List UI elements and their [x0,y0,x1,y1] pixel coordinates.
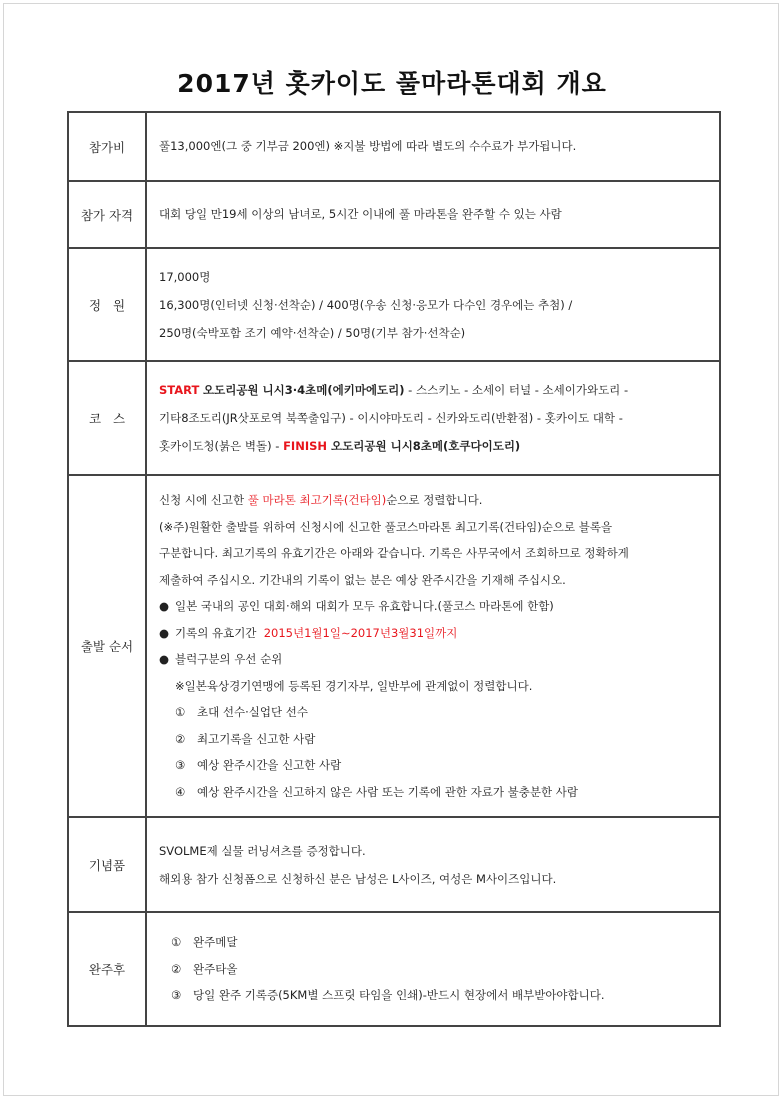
item-number: ② [171,961,182,976]
row-content-course [146,361,720,475]
course-line-2: 기타8조도리(JR삿포로역 북쪽출입구) - 이시야마도리 - 신카와도리(반환점) - 홋카이도 대학 - [159,411,623,425]
item-text: 당일 완주 기록증(5KM별 스프릿 타임을 인쇄)-반드시 현장에서 배부받아야합니다. [193,988,605,1003]
row-label-start-order: 출발 순서 [68,475,146,817]
row-content-souvenir [146,817,720,912]
priority-number: ③ [175,758,186,772]
priority-item-1 [159,699,711,726]
start-order-bullet-2 [159,620,711,647]
bullet-2-prefix: 기록의 유효기간 [175,625,264,640]
course-line-3-prefix: 홋카이도청(붉은 벽돌) - [159,439,284,453]
start-place: 오도리공원 니시3·4초메(에키마에도리) [202,383,405,397]
priority-item-2 [159,726,711,753]
table-row-after-finish [68,912,720,1026]
table-row-souvenir [68,817,720,912]
row-content-after-finish [146,912,720,1026]
start-order-line-1-red: 풀 마라톤 최고기록(건타임) [247,493,387,507]
priority-number: ① [175,705,186,719]
table-row-qualification [68,181,720,248]
after-finish-item-2 [159,956,711,983]
priority-item-4 [159,779,711,806]
start-order-bullet-1 [159,593,711,620]
row-label-course [68,361,146,475]
bullet-icon: ● [159,599,170,613]
after-finish-item-3 [159,982,711,1009]
table-row-capacity [68,248,720,361]
priority-item-3 [159,752,711,779]
item-text: 완주메달 [193,935,238,950]
bullet-2-red: 2015년1월1일∼2017년3월31일까지 [263,625,458,640]
course-label: 코 스 [88,411,126,426]
capacity-label: 정 원 [88,297,126,313]
start-order-line-1 [159,487,711,514]
qualification-text: 대회 당일 만19세 이상의 남녀로, 5시간 이내에 풀 마라톤을 완주할 수 있는 사람 [159,207,562,222]
row-label-capacity [68,248,146,361]
bullet-1-text: 일본 국내의 공인 대회·해외 대회가 모두 유효합니다.(풀코스 마라톤에 한함) [175,599,554,613]
bullet-3-text: 블럭구분의 우선 순위 [175,652,283,666]
start-order-line-3: 구분합니다. 최고기록의 유효기간은 아래와 같습니다. 기록은 사무국에서 조회하므로 정확하게 [159,546,629,560]
start-order-line-1-prefix: 신청 시에 신고한 [159,493,248,507]
capacity-line-1: 17,000명 [159,269,211,284]
start-order-line-1-suffix: 순으로 정렬합니다. [386,493,483,507]
after-finish-item-1 [159,929,711,956]
bullet-icon: ● [159,625,170,640]
capacity-line-2: 16,300명(인터넷 신청·선착순) / 400명(우송 신청·응모가 다수인 경우에는 추첨) / [159,297,573,312]
course-line-1 [159,376,711,404]
capacity-line-3: 250명(숙박포함 조기 예약·선착순) / 50명(기부 참가·선착순) [159,325,466,340]
row-label-qualification: 참가 자격 [68,181,146,248]
table-row-start-order [68,475,720,817]
course-segment-1: - 스스키노 - 소세이 터널 - 소세이가와도리 - [404,383,629,397]
row-content-fee [146,112,720,181]
overview-table [67,111,721,1027]
priority-text: 최고기록을 신고한 사람 [197,731,316,746]
finish-tag: FINISH [283,439,328,453]
souvenir-line-1: SVOLME제 실물 러닝셔츠를 증정합니다. [159,843,366,858]
row-label-souvenir: 기념품 [68,817,146,912]
row-label-fee: 참가비 [68,112,146,181]
course-line-3 [159,432,711,460]
priority-number: ② [175,731,186,746]
table-row-course [68,361,720,475]
priority-text: 예상 완주시간을 신고한 사람 [197,758,342,772]
item-text: 완주타올 [193,961,238,976]
item-number: ① [171,935,182,950]
start-tag: START [159,383,200,397]
row-content-capacity [146,248,720,361]
row-content-start-order [146,475,720,817]
bullet-icon: ● [159,652,170,666]
document-title: 2017년 홋카이도 풀마라톤대회 개요 [177,69,607,98]
table-row-fee [68,112,720,181]
priority-text: 예상 완주시간을 신고하지 않은 사람 또는 기록에 관한 자료가 불충분한 사람 [197,784,578,799]
row-label-after-finish: 완주후 [68,912,146,1026]
row-content-qualification [146,181,720,248]
start-order-bullet-3 [159,646,711,673]
souvenir-line-2: 해외용 참가 신청폼으로 신청하신 분은 남성은 L사이즈, 여성은 M사이즈입니다. [159,871,557,886]
fee-text: 풀13,000엔(그 중 기부금 200엔) ※지불 방법에 따라 별도의 수수료가 부가됩니다. [159,139,577,154]
start-order-line-2: (※주)원활한 출발를 위하여 신청시에 신고한 풀코스마라톤 최고기록(건타임)순으로 블록을 [159,519,613,534]
item-number: ③ [171,988,182,1003]
finish-place: 오도리공원 니시8초메(호쿠다이도리) [327,439,521,453]
priority-number: ④ [175,784,186,799]
start-order-line-4: 제출하여 주십시오. 기간내의 기록이 없는 분은 예상 완주시간을 기재해 주십시오. [159,572,566,587]
priority-text: 초대 선수·실업단 선수 [197,705,308,719]
start-order-note: ※일본육상경기연맹에 등록된 경기자부, 일반부에 관계없이 정렬합니다. [175,678,533,693]
